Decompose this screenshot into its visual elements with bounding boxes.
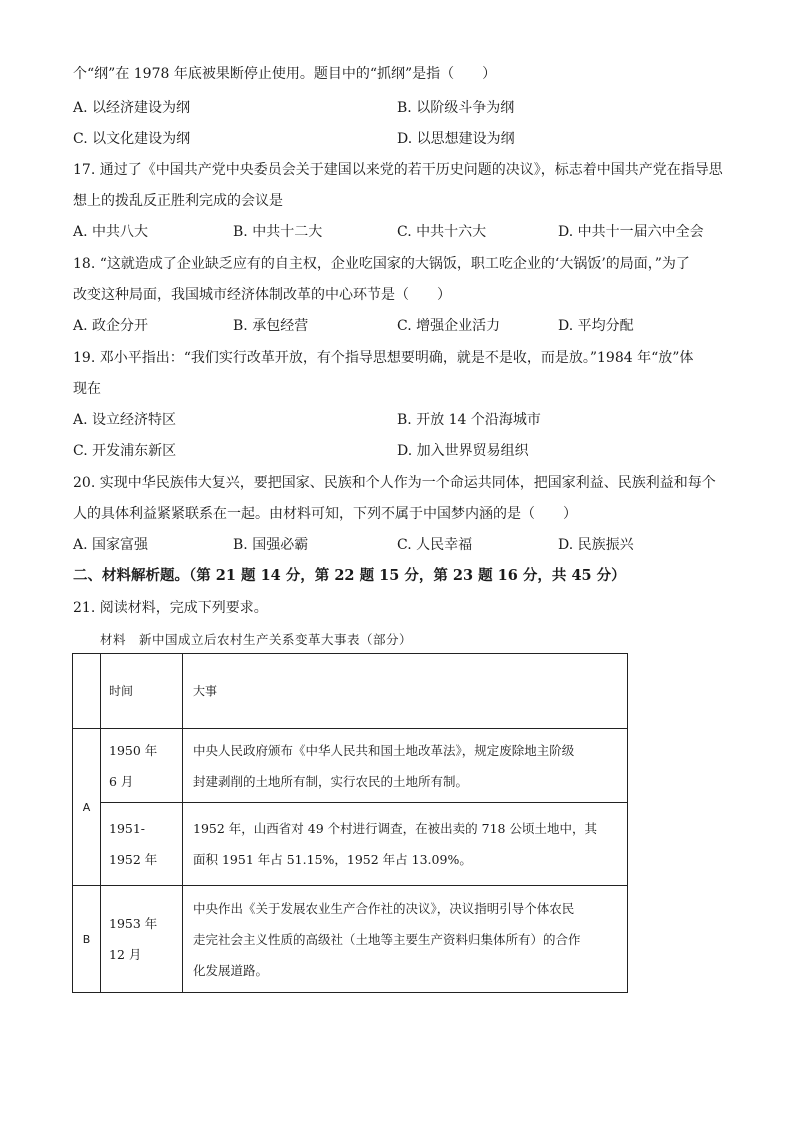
- q18-option-c[interactable]: C. 增强企业活力: [397, 318, 501, 334]
- q18-option-d[interactable]: D. 平均分配: [558, 318, 634, 334]
- row-event: [183, 729, 628, 803]
- q19-stem-line1: 19. 邓小平指出：“我们实行改革开放，有个指导思想要明确，就是不是收，而是放。”1984 年“放”体: [73, 350, 694, 366]
- table-caption: 材料 新中国成立后农村生产关系变革大事表（部分）: [100, 632, 413, 647]
- q16-option-b[interactable]: B. 以阶级斗争为纲: [397, 100, 515, 116]
- row-event-line1: 中央人民政府颁布《中华人民共和国土地改革法》，规定废除地主阶级: [193, 742, 575, 758]
- row-time-line2: 1952 年: [109, 852, 158, 867]
- q17-option-b[interactable]: B. 中共十二大: [233, 224, 323, 240]
- table-row: [73, 803, 628, 886]
- q19-stem-line2: 现在: [73, 381, 101, 397]
- group-label-b: B: [73, 886, 101, 993]
- q16-option-c[interactable]: C. 以文化建设为纲: [73, 131, 191, 147]
- q21-stem: 21. 阅读材料，完成下列要求。: [73, 600, 268, 616]
- q18-option-b[interactable]: B. 承包经营: [233, 318, 309, 334]
- group-label-a: A: [73, 729, 101, 886]
- row-time-line2: 12 月: [109, 947, 142, 962]
- q20-option-d[interactable]: D. 民族振兴: [558, 537, 634, 553]
- q17-option-d[interactable]: D. 中共十一届六中全会: [558, 224, 704, 240]
- q17-option-a[interactable]: A. 中共八大: [73, 224, 149, 240]
- q20-option-b[interactable]: B. 国强必霸: [233, 537, 309, 553]
- q19-option-b[interactable]: B. 开放 14 个沿海城市: [397, 412, 541, 428]
- events-table: [72, 653, 628, 993]
- q18-stem-line1: 18. “这就造成了企业缺乏应有的自主权，企业吃国家的大锅饭，职工吃企业的‘大锅饭’的局面，”为了: [73, 256, 690, 272]
- q16-option-d[interactable]: D. 以思想建设为纲: [397, 131, 515, 147]
- header-event: 大事: [183, 654, 628, 729]
- row-time: [101, 803, 183, 886]
- table-row: [73, 886, 628, 993]
- table-row: [73, 729, 628, 803]
- q17-stem-line1: 17. 通过了《中国共产党中央委员会关于建国以来党的若干历史问题的决议》，标志着中国共产党在指导思: [73, 162, 723, 178]
- q19-option-d[interactable]: D. 加入世界贸易组织: [397, 443, 529, 459]
- row-time-line1: 1953 年: [109, 916, 158, 931]
- row-time-line1: 1950 年: [109, 742, 158, 758]
- row-event-line1: 中央作出《关于发展农业生产合作社的决议》，决议指明引导个体农民: [193, 900, 575, 916]
- q20-stem-line1: 20. 实现中华民族伟大复兴，要把国家、民族和个人作为一个命运共同体，把国家利益、民族利益和每个: [73, 475, 716, 491]
- q18-stem-line2: 改变这种局面，我国城市经济体制改革的中心环节是（ ）: [73, 287, 451, 303]
- q19-option-a[interactable]: A. 设立经济特区: [73, 412, 177, 428]
- row-time: [101, 729, 183, 803]
- q17-stem-line2: 想上的拨乱反正胜利完成的会议是: [73, 193, 283, 209]
- header-group-cell: [73, 654, 101, 729]
- q17-option-c[interactable]: C. 中共十六大: [397, 224, 487, 240]
- q16-stem: 个“纲”在 1978 年底被果断停止使用。题目中的“抓纲”是指（ ）: [73, 66, 497, 82]
- row-event-line2: 走完社会主义性质的高级社（土地等主要生产资料归集体所有）的合作: [193, 931, 581, 947]
- q20-option-a[interactable]: A. 国家富强: [73, 537, 149, 553]
- row-event-line3: 化发展道路。: [193, 962, 269, 978]
- row-event-line2: 封建剥削的土地所有制，实行农民的土地所有制。: [193, 773, 469, 789]
- row-event-line2: 面积 1951 年占 51.15%，1952 年占 13.09%。: [193, 852, 472, 867]
- row-event: [183, 886, 628, 993]
- row-event-line1: 1952 年，山西省对 49 个村进行调查，在被出卖的 718 公顷土地中，其: [193, 821, 597, 836]
- q20-option-c[interactable]: C. 人民幸福: [397, 537, 473, 553]
- q16-option-a[interactable]: A. 以经济建设为纲: [73, 100, 191, 116]
- row-time: [101, 886, 183, 993]
- row-event: [183, 803, 628, 886]
- header-time: 时间: [101, 654, 183, 729]
- q20-stem-line2: 人的具体利益紧紧联系在一起。由材料可知，下列不属于中国梦内涵的是（ ）: [73, 506, 577, 522]
- table-header-row: [73, 654, 628, 729]
- q18-option-a[interactable]: A. 政企分开: [73, 318, 149, 334]
- row-time-line1: 1951-: [109, 821, 146, 836]
- q19-option-c[interactable]: C. 开发浦东新区: [73, 443, 177, 459]
- row-time-line2: 6 月: [109, 773, 134, 789]
- section-heading: 二、材料解析题。（第 21 题 14 分，第 22 题 15 分，第 23 题 16 分，共 45 分）: [73, 567, 626, 584]
